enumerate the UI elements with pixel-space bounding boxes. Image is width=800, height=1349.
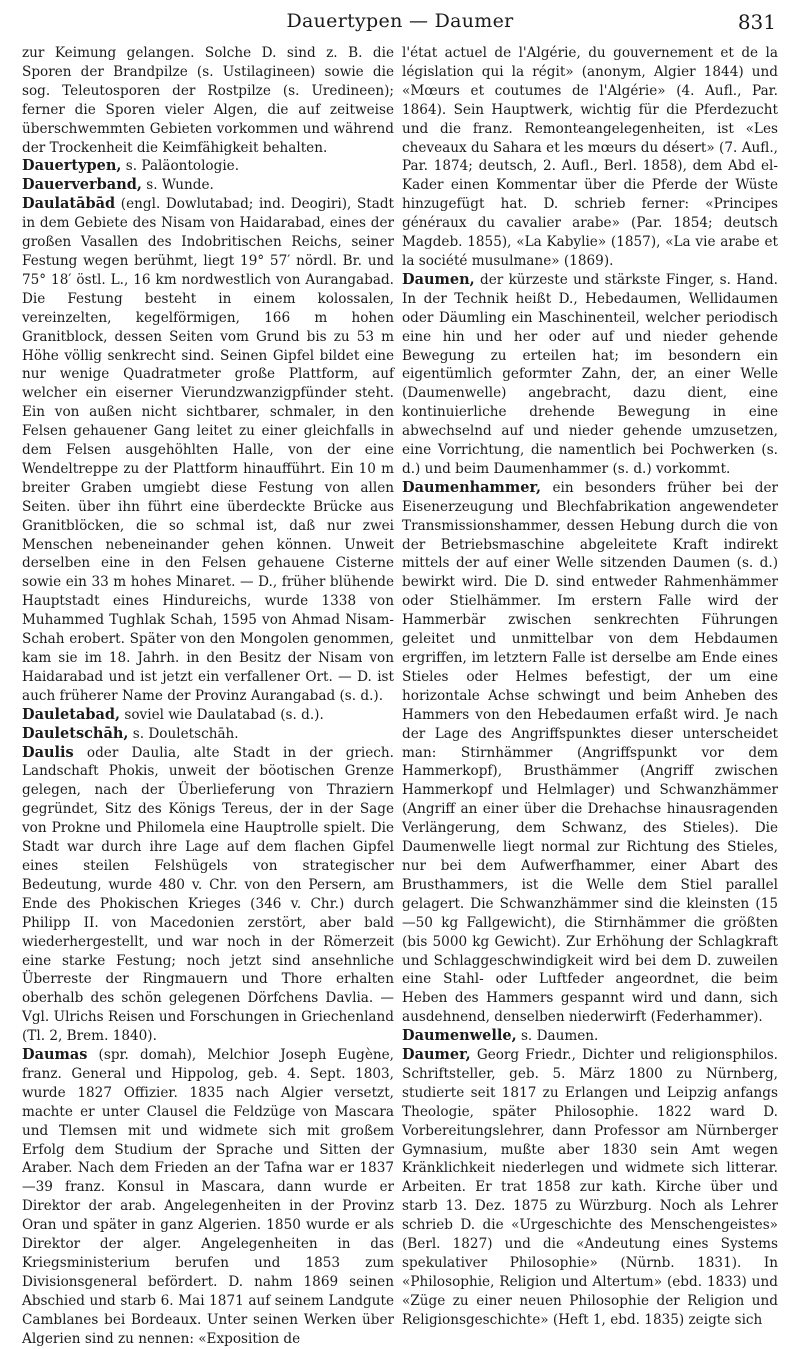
entry-paragraph [22,725,394,744]
entry-lemma: Dauertypen, [22,157,122,175]
entry-lemma: Daumenwelle, [402,1027,517,1045]
entry-paragraph [402,479,778,1027]
entry-paragraph [402,271,778,479]
entry-text: Georg Friedr., Dichter und religionsphilos. Schriftsteller, geb. 5. März 1800 zu Nürnberg, studierte seit 1817 zu Erlangen und Leipzig anfangs Theologie, später Philosophie. 1822 ward D. Vorbereitungslehrer, dann Professor am Nürnberger Gymnasium, mußte aber 1830 sein Amt wegen Kränklichkeit niederlegen und widmete sich litterar. Arbeiten. Er trat 1858 zur kath. Kirche über und starb 13. Dez. 1875 zu Würzburg. Noch als Lehrer schrieb D. die «Urgeschichte des Menschengeistes» (Berl. 1827) und die «Andeutung eines Systems spekulativer Philosophie» (Nürnb. 1831). In «Philosophie, Religion und Altertum» (ebd. 1833) und «Züge zu einer neuen Philosophie der Religion und Religionsgeschichte» (Heft 1, ebd. 1835) zeigte sich [402,1047,778,1328]
entry-lemma: Daulatābād [22,195,116,213]
entry-text: s. Daumen. [516,1028,599,1045]
entry-paragraph [22,176,394,195]
running-title: Dauertypen — Daumer [286,10,514,32]
entry-lemma: Daumen, [402,270,475,288]
entry-lemma: Daulis [22,743,74,761]
entry-text: soviel wie Daulatabad (s. d.). [120,706,324,723]
entry-text: ein besonders früher bei der Eisenerzeugung und Blechfabrikation angewendeter Transmissionshammer, dessen Hebung durch die von der Betriebsmaschine abgeleitete Kraft indirekt mittels der auf einer Welle sitzenden Daumen (s. d.) bewirkt wird. Die D. sind entweder Rahmenhämmer oder Stielhämmer. Im erstern Falle wird der Hammerbär zwischen senkrechten Führungen geleitet und unmittelbar von dem Hebdaumen ergriffen, im letztern Falle ist derselbe am Ende eines Stieles oder Helmes befestigt, der um eine horizontale Achse schwingt und beim Anheben des Hammers von den Hebedaumen erfaßt wird. Je nach der Lage des Angriffspunktes dieser unterscheidet man: Stirnhämmer (Angriffspunkt vor dem Hammerkopf), Brusthämmer (Angriff zwischen Hammerkopf und Helmlager) und Schwanzhämmer (Angriff an einer über die Drehachse hinausragenden Verlängerung, dem Schwanz, des Stieles). Die Daumenwelle liegt normal zur Richtung des Stieles, nur bei dem Aufwerfhammer, einer Abart des Brusthammers, ist die Welle dem Stiel parallel gelagert. Die Schwanzhämmer sind die kleinsten (15—50 kg Fallgewicht), die Stirnhämmer die größten (bis 5000 kg Gewicht). Zur Erhöhung der Schlagkraft und Schlaggeschwindigkeit wird bei dem D. zuweilen eine Stahl- oder Luftfeder angeordnet, die beim Heben des Hammers gespannt wird und dann, sich ausdehnend, denselben niederwirft (Federhammer). [402,479,778,1026]
page-number: 831 [737,10,776,34]
left-column [22,44,394,1349]
entry-lemma: Daumer, [402,1046,471,1064]
entry-paragraph [22,195,394,705]
entry-lemma: Dauletschāh, [22,724,129,742]
entry-paragraph [402,44,778,271]
page-header [22,8,778,38]
entry-paragraph [22,1046,394,1349]
entry-text: s. Wunde. [141,177,214,194]
entry-paragraph [402,1027,778,1046]
entry-text: l'état actuel de l'Algérie, du gouvernement et de la législation qui la régit» (anonym, Algier 1844) und «Mœurs et coutumes de l'Algérie» (4. Aufl., Par. 1864). Sein Hauptwerk, wichtig für die Pferdezucht und die franz. Remonteangelegenheiten, ist «Les cheveaux du Sahara et les mœurs du désert» (7. Aufl., Par. 1874; deutsch, 2. Aufl., Berl. 1858), dem Abd el-Kader einen Kommentar über die Pferde der Wüste hinzugefügt hat. D. schrieb ferner: «Principes généraux du cavalier arabe» (Par. 1854; deutsch Magdeb. 1855), «La Kabylie» (1857), «La vie arabe et la société musulmane» (1869). [402,45,778,269]
right-column [402,44,778,1330]
entry-paragraph [402,1046,778,1330]
entry-lemma: Dauerverband, [22,176,142,194]
entry-paragraph [22,706,394,725]
entry-text: oder Daulia, alte Stadt in der griech. Landschaft Phokis, unweit der böotischen Grenze gelegen, nach der Überlieferung von Thraziern gegründet, Sitz des Königs Tereus, der in der Sage von Prokne und Philomela eine Hauptrolle spielt. Die Stadt war durch ihre Lage auf dem flachen Gipfel eines steilen Felshügels von strategischer Bedeutung, wurde 480 v. Chr. von den Persern, am Ende des Phokischen Krieges (346 v. Chr.) durch Philipp II. von Macedonien zerstört, aber bald wiederhergestellt, und war noch in der Römerzeit eine starke Festung; noch jetzt sind ansehnliche Überreste der Ringmauern und Thore erhalten oberhalb des schön gelegenen Dörfchens Davlia. — Vgl. Ulrichs Reisen und Forschungen in Griechenland (Tl. 2, Brem. 1840). [22,744,394,1045]
entry-lemma: Daumas [22,1046,88,1064]
entry-text: (engl. Dowlutabad; ind. Deogiri), Stadt in dem Gebiete des Nisam von Haidarabad, eines der großen Vasallen des Indobritischen Reichs, seiner Festung wegen berühmt, liegt 19° 57′ nördl. Br. und 75° 18′ östl. L., 16 km nordwestlich von Aurangabad. Die Festung besteht in einem kolossalen, vereinzelten, kegelförmigen, 166 m hohen Granitblock, dessen Seiten vom Grund bis zu 53 m Höhe völlig senkrecht sind. Seinen Gipfel bildet eine nur wenige Quadratmeter große Plattform, auf welcher ein eiserner Vierundzwanzigpfünder steht. Ein von außen nicht sichtbarer, schmaler, in den Felsen gehauener Gang leitet zu einer gleichfalls in dem Felsen ausgehöhlten Halle, von der eine Wendeltreppe zu der Plattform hinaufführt. Ein 10 m breiter Graben umgiebt diese Festung von allen Seiten. über ihn führt eine überdeckte Brücke aus Granitblöcken, die so schmal ist, daß nur zwei Menschen nebeneinander gehen können. Unweit derselben eine in den Felsen gehauene Cisterne sowie ein 33 m hohes Minaret. — D., früher blühende Hauptstadt eines Hindureichs, wurde 1338 von Muhammed Tughlak Schah, 1595 von Ahmad Nisam-Schah erobert. Später von den Mongolen genommen, kam sie im 18. Jahrh. in den Besitz der Nisam von Haidarabad und ist jetzt ein verfallener Ort. — D. ist auch früherer Name der Provinz Aurangabad (s. d.). [22,196,394,704]
entry-text: s. Paläontologie. [121,158,240,175]
entry-lemma: Dauletabad, [22,705,121,723]
entry-paragraph [22,744,394,1047]
entry-lemma: Daumenhammer, [402,478,542,496]
entry-paragraph [22,157,394,176]
entry-text: (spr. domah), Melchior Joseph Eugène, franz. General und Hippolog, geb. 4. Sept. 1803, wurde 1827 Offizier. 1835 nach Algier versetzt, machte er unter Clausel die Feldzüge von Mascara und Tlemsen mit und widmete sich mit großem Erfolg dem Studium der Sprache und Sitten der Araber. Nach dem Frieden an der Tafna war er 1837—39 franz. Konsul in Mascara, dann wurde er Direktor der arab. Angelegenheiten in der Provinz Oran und später in ganz Algerien. 1850 wurde er als Direktor der alger. Angelegenheiten in das Kriegsministerium berufen und 1853 zum Divisionsgeneral befördert. D. nahm 1869 seinen Abschied und starb 6. Mai 1871 auf seinem Landgute Camblanes bei Bordeaux. Unter seinen Werken über Algerien sind zu nennen: «Exposition de [22,1047,394,1347]
entry-text: s. Douletschāh. [128,725,239,742]
entry-text: der kürzeste und stärkste Finger, s. Hand. In der Technik heißt D., Hebedaumen, Wellidaumen oder Däumling ein Maschinenteil, welcher periodisch eine hin und her oder auf und nieder gehende Bewegung zu erteilen hat; im besondern ein eigentümlich geformter Zahn, der, an einer Welle (Daumenwelle) angebracht, dazu dient, eine kontinuierliche drehende Bewegung in eine abwechselnd auf und nieder gehende umzusetzen, eine Vorrichtung, die namentlich bei Pochwerken (s. d.) und beim Daumenhammer (s. d.) vorkommt. [402,271,778,477]
entry-text: zur Keimung gelangen. Solche D. sind z. B. die Sporen der Brandpilze (s. Ustilagineen) sowie die sog. Teleutosporen der Rostpilze (s. Uredineen); ferner die Sporen vieler Algen, die auf zeitweise überschwemmten Gebieten vorkommen und während der Trockenheit die Keimfähigkeit behalten. [22,45,394,156]
entry-paragraph [22,44,394,157]
